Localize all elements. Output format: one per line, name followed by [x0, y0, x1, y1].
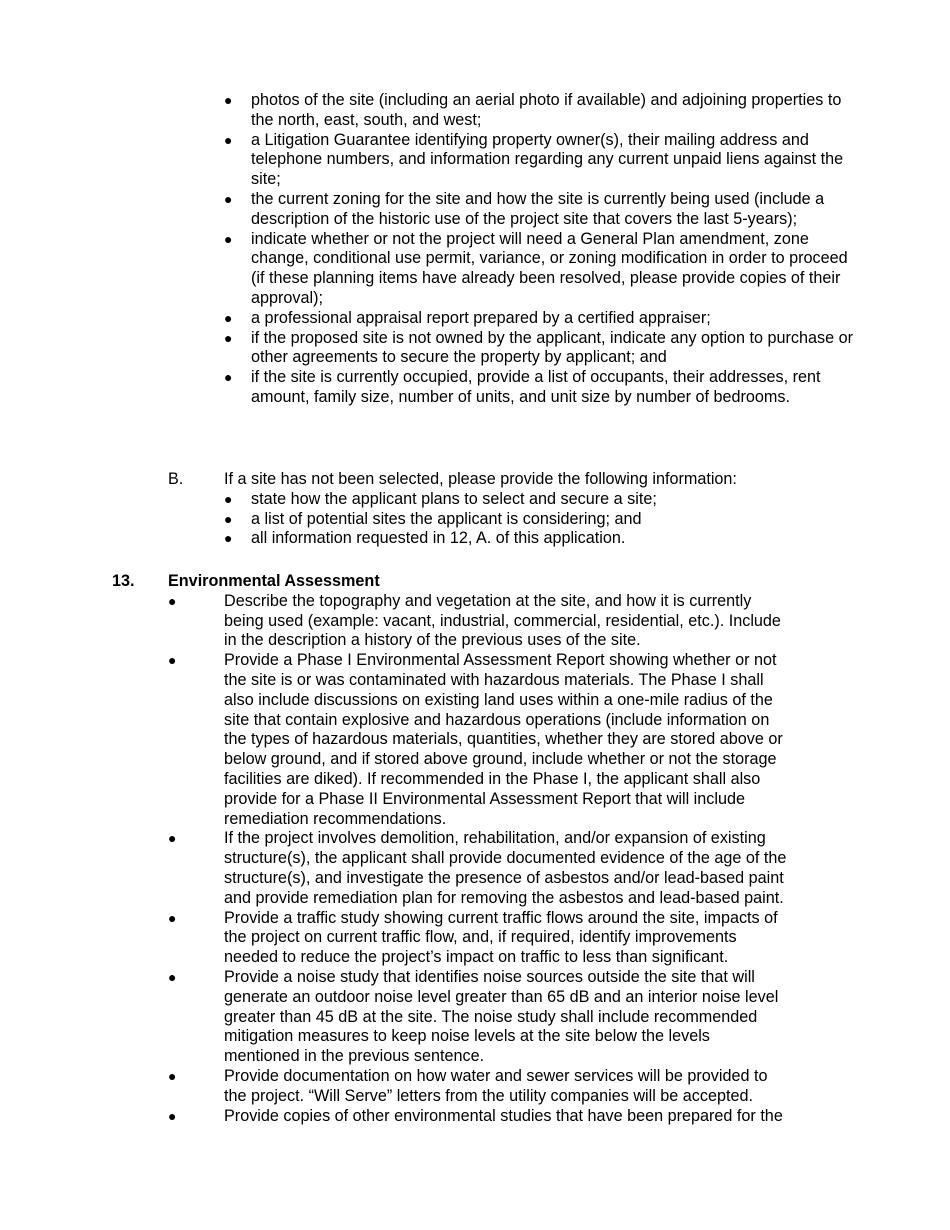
bullet-icon: ● — [224, 230, 233, 247]
list-item: ● a professional appraisal report prepared by a certified appraiser; — [224, 308, 711, 327]
bullet-icon: ● — [168, 968, 177, 985]
list-item: ● if the site is currently occupied, provide a list of occupants, their addresses, rent amount, family size, number of units, and unit size by number of bedrooms. — [224, 368, 821, 406]
list-item: ● a list of potential sites the applicant is considering; and — [224, 509, 642, 528]
list-item: ● Provide copies of other environmental studies that have been prepared for the — [168, 1106, 783, 1125]
list-item: ● Describe the topography and vegetation at the site, and how it is currently being used (example: vacant, industrial, commercial, residential, etc.). Include in the description a history of the previous uses of the site. — [168, 591, 781, 650]
list-item: ● Provide documentation on how water and sewer services will be provided to the project. “Will Serve” letters from the utility companies will be accepted. — [168, 1066, 768, 1105]
environmental-list — [168, 592, 788, 1127]
bullet-icon: ● — [168, 652, 177, 669]
list-item: ● a Litigation Guarantee identifying property owner(s), their mailing address and telephone numbers, and information regarding any current unpaid liens against the site; — [224, 130, 844, 189]
list-item: ● state how the applicant plans to select and secure a site; — [224, 489, 657, 508]
section-b-letter: B. — [168, 470, 184, 488]
list-item: ● all information requested in 12, A. of this application. — [224, 529, 626, 548]
bullet-icon: ● — [168, 909, 177, 926]
site-selected-list — [224, 91, 854, 408]
bullet-icon: ● — [224, 490, 233, 507]
list-item: ● Provide a noise study that identifies noise sources outside the site that will generate an outdoor noise level greater than 65 dB and an interior noise level greater than 45 dB at the site. The noise study shall include recommended mitigation measures to keep noise levels at the site below the levels mentioned in the previous sentence. — [168, 967, 779, 1066]
list-item: ● Provide a traffic study showing current traffic flows around the site, impacts of the project on current traffic flow, and, if required, identify improvements needed to reduce the project’s impact on traffic to less than significant. — [168, 908, 778, 967]
bullet-icon: ● — [224, 92, 233, 108]
bullet-icon: ● — [168, 830, 177, 847]
bullet-icon: ● — [168, 1107, 177, 1124]
bullet-icon: ● — [224, 309, 233, 326]
section-b — [168, 470, 858, 549]
list-item: ● indicate whether or not the project will need a General Plan amendment, zone change, conditional use permit, variance, or zoning modification in order to proceed (if these planning items have already been resolved, please provide copies of their approval); — [224, 229, 848, 307]
list-item: ● If the project involves demolition, rehabilitation, and/or expansion of existing structure(s), the applicant shall provide documented evidence of the age of the structure(s), and investigate the presence of asbestos and/or lead-based paint and provide remediation plan for removing the asbestos and lead-based paint. — [168, 829, 787, 907]
bullet-icon: ● — [224, 530, 233, 547]
section-number: 13. — [112, 572, 135, 590]
section-b-intro: If a site has not been selected, please provide the following information: — [224, 470, 737, 488]
bullet-icon: ● — [224, 369, 233, 386]
bullet-icon: ● — [224, 131, 233, 148]
list-item: ● if the proposed site is not owned by the applicant, indicate any option to purchase or other agreements to secure the property by applicant; and — [224, 328, 854, 367]
section-13 — [112, 572, 852, 1126]
list-item: ● the current zoning for the site and how the site is currently being used (include a description of the historic use of the project site that covers the last 5-years); — [224, 189, 825, 228]
section-b-list — [224, 490, 854, 549]
section-heading: Environmental Assessment — [168, 572, 380, 590]
bullet-icon: ● — [224, 329, 233, 346]
list-item: ● photos of the site (including an aerial photo if available) and adjoining properties to the north, east, south, and west; — [224, 91, 842, 129]
bullet-icon: ● — [168, 592, 177, 609]
list-item: ● Provide a Phase I Environmental Assessment Report showing whether or not the site is or was contaminated with hazardous materials. The Phase I shall also include discussions on existing land uses within a one-mile radius of the site that contain explosive and hazardous operations (include information on the types of hazardous materials, quantities, whether they are stored above or below ground, and if stored above ground, include whether or not the storage facilities are diked). If recommended in the Phase I, the applicant shall also provide for a Phase II Environmental Assessment Report that will include remediation recommendations. — [168, 651, 783, 828]
bullet-icon: ● — [224, 510, 233, 527]
bullet-icon: ● — [168, 1067, 177, 1084]
bullet-icon: ● — [224, 190, 233, 207]
